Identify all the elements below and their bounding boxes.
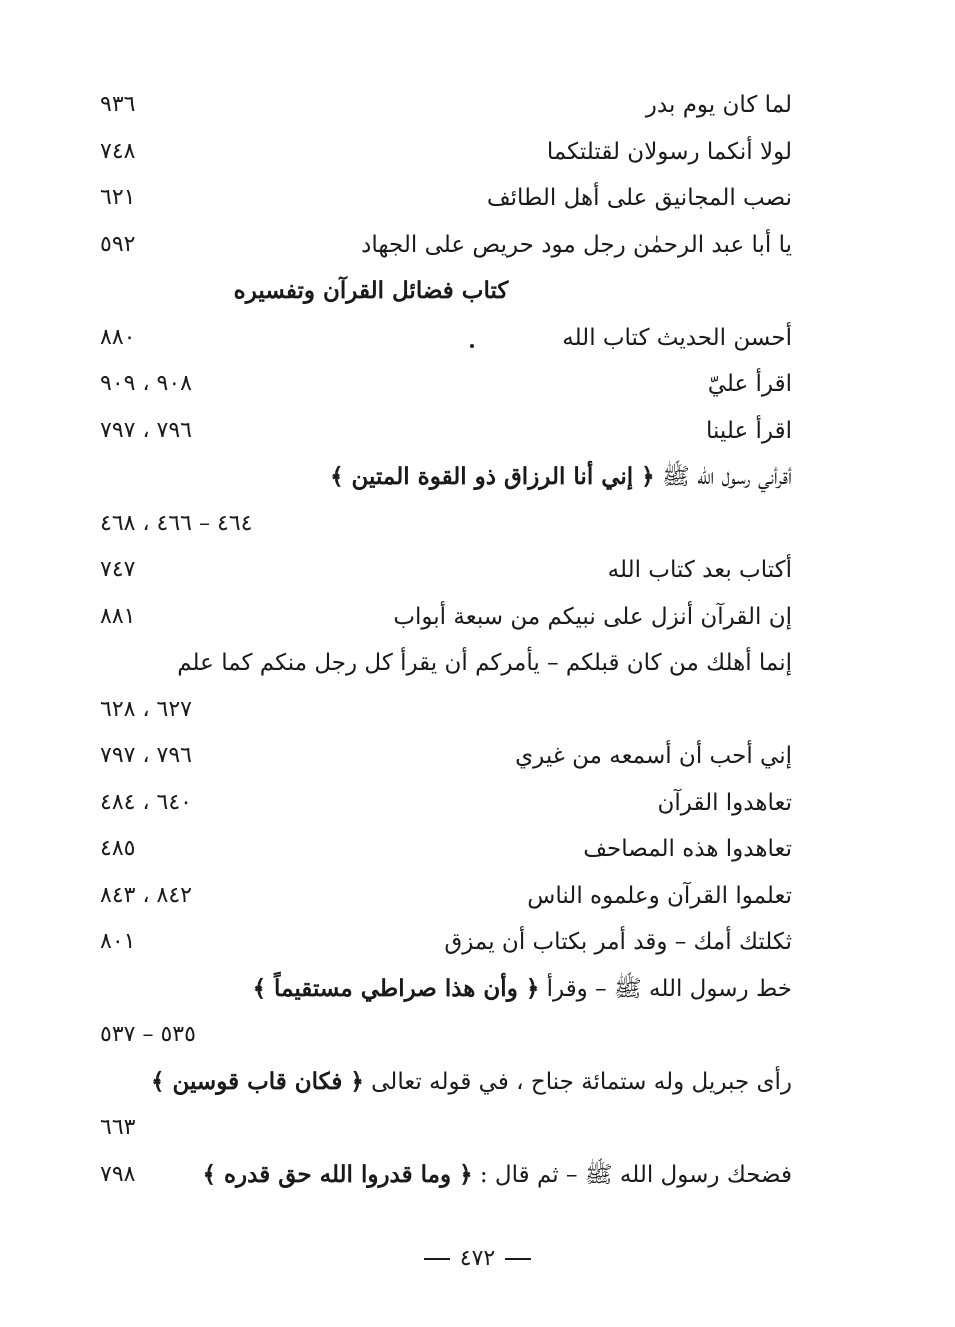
entry-pages: ٩٣٦ (100, 92, 136, 117)
index-entry (100, 1152, 792, 1199)
index-entry (100, 361, 792, 408)
entry-text: إني أحب أن أسمعه من غيري (515, 743, 792, 769)
index-entry (100, 454, 792, 501)
quran-quote: ﴿ فكان قاب قوسين ﴾ (150, 1067, 364, 1095)
section-title: كتاب فضائل القرآن وتفسيره (233, 277, 509, 304)
footer-dash (424, 1258, 450, 1260)
entry-text: نصب المجانيق على أهل الطائف (486, 185, 792, 211)
index-entry-pages (100, 1105, 792, 1152)
index-entry (100, 82, 792, 129)
entry-text (202, 1160, 792, 1190)
section-heading (100, 268, 792, 315)
footer-dash (505, 1258, 531, 1260)
entry-text: اقرأ عليّ (707, 371, 792, 397)
index-entry (100, 919, 792, 966)
speck-mark (470, 344, 474, 348)
entry-lead: أقرأني رسول الله ﷺ (661, 464, 792, 490)
entry-pages: ٨٤٢ ، ٨٤٣ (100, 882, 192, 908)
page-footer (0, 1246, 955, 1271)
entry-text: لما كان يوم بدر (645, 92, 792, 118)
entry-text: يا أبا عبد الرحمٰن رجل مود حريص على الجهاد (361, 231, 792, 258)
entry-pages: ٧٩٨ (100, 1161, 136, 1187)
index-entry (100, 547, 792, 594)
index-entry (100, 640, 792, 687)
quran-quote: ﴿ إني أنا الرزاق ذو القوة المتين ﴾ (330, 463, 655, 490)
entry-pages: ٧٤٧ (100, 557, 136, 582)
entry-pages: ٧٩٦ ، ٧٩٧ (100, 743, 192, 768)
entry-text: ثكلتك أمك – وقد أمر بكتاب أن يمزق (444, 929, 792, 955)
entry-text (253, 974, 792, 1004)
entry-lead: فضحك رسول الله ﷺ – ثم قال : (479, 1161, 792, 1188)
index-entries (100, 82, 792, 1198)
entry-text: إنما أهلك من كان قبلكم – يأمركم أن يقرأ كل رجل منكم كما علم (177, 650, 792, 676)
entry-text: إن القرآن أنزل على نبيكم من سبعة أبواب (393, 603, 792, 630)
index-entry (100, 733, 792, 780)
entry-text (330, 462, 792, 492)
entry-text: تعلموا القرآن وعلموه الناس (527, 882, 792, 909)
entry-pages: ٤٦٤ – ٤٦٦ ، ٤٦٨ (100, 510, 253, 536)
entry-pages: ٩٠٨ ، ٩٠٩ (100, 371, 192, 396)
index-entry (100, 966, 792, 1013)
entry-text: اقرأ علينا (705, 417, 792, 444)
entry-text: أحسن الحديث كتاب الله (562, 324, 792, 351)
entry-lead: رأى جبريل وله ستمائة جناح ، في قوله تعالى (371, 1068, 792, 1095)
page-number: ٤٧٢ (459, 1246, 496, 1271)
index-entry (100, 780, 792, 827)
entry-text: لولا أنكما رسولان لقتلتكما (546, 138, 792, 165)
entry-lead: خط رسول الله ﷺ – وقرأ (546, 975, 792, 1002)
entry-pages: ٨٨١ (100, 603, 136, 629)
index-entry (100, 1059, 792, 1106)
index-entry (100, 175, 792, 222)
entry-pages: ٤٨٥ (100, 836, 136, 861)
entry-text: تعاهدوا هذه المصاحف (583, 836, 792, 862)
entry-pages: ٧٩٦ ، ٧٩٧ (100, 417, 192, 443)
index-entry (100, 826, 792, 873)
entry-pages: ٨٠١ (100, 929, 136, 954)
quran-quote: ﴿ وما قدروا الله حق قدره ﴾ (202, 1160, 473, 1188)
index-entry (100, 873, 792, 920)
entry-pages: ٦٦٣ (100, 1115, 136, 1140)
index-entry-pages (100, 687, 792, 734)
index-entry-pages (100, 1012, 792, 1059)
entry-pages: ٨٨٠ (100, 324, 136, 350)
index-entry (100, 315, 792, 362)
entry-text: أكتاب بعد كتاب الله (607, 557, 792, 583)
entry-pages: ٥٩٢ (100, 231, 136, 257)
index-entry (100, 129, 792, 176)
entry-pages: ٥٣٥ – ٥٣٧ (100, 1022, 196, 1047)
entry-text: تعاهدوا القرآن (657, 789, 792, 816)
entry-pages: ٧٤٨ (100, 138, 136, 164)
index-entry-pages (100, 501, 792, 548)
entry-pages: ٦٤٠ ، ٤٨٤ (100, 789, 192, 815)
quran-quote: ﴿ وأن هذا صراطي مستقيماً ﴾ (252, 974, 540, 1002)
index-entry (100, 222, 792, 269)
entry-pages: ٦٢١ (100, 185, 136, 210)
entry-text (151, 1067, 792, 1097)
index-entry (100, 594, 792, 641)
index-entry (100, 408, 792, 455)
entry-pages: ٦٢٧ ، ٦٢٨ (100, 696, 192, 722)
